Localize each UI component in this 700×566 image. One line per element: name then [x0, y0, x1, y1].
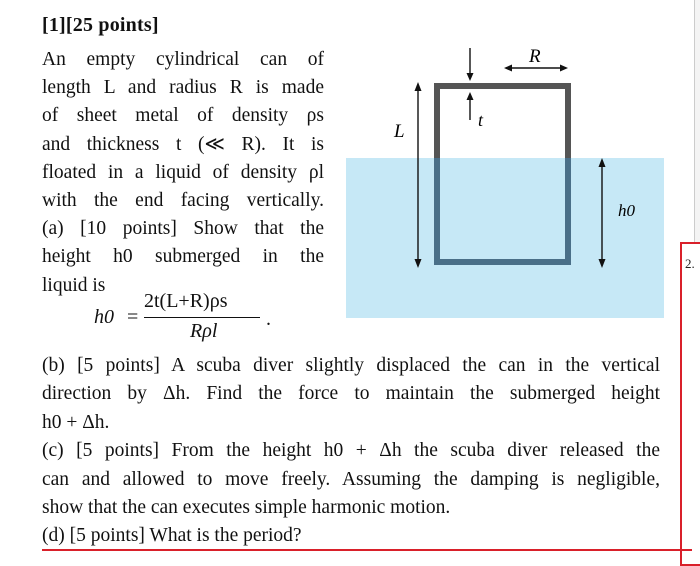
equation-lhs: h0: [94, 306, 114, 328]
problem-statement: [42, 46, 324, 300]
statement-line: length L and radius R is made: [42, 77, 324, 99]
part-d-line: (d) [5 points] What is the period?: [42, 525, 302, 547]
label-radius: R: [529, 46, 541, 67]
statement-line: and thickness t (≪ R). It is: [42, 133, 324, 155]
equation-denominator: Rρl: [190, 320, 218, 342]
answer-box-border: [42, 549, 692, 551]
fraction-bar: [144, 317, 260, 318]
problem-parts: [42, 352, 660, 551]
part-c-line: (c) [5 points] From the height h0 + Δh the scuba diver released the: [42, 440, 660, 462]
equation-numerator: 2t(L+R)ρs: [144, 290, 228, 312]
part-a-line: height h0 submerged in the: [42, 246, 324, 268]
part-b-line: (b) [5 points] A scuba diver slightly displaced the can in the vertical: [42, 355, 660, 376]
label-thickness: t: [478, 110, 484, 130]
answer-box[interactable]: [680, 242, 700, 566]
equation-period: .: [266, 308, 271, 330]
liquid-region: [346, 158, 664, 318]
can-diagram: [340, 40, 670, 330]
answer-snippet: 2.: [685, 256, 695, 271]
equation-equals: =: [127, 306, 139, 328]
problem-heading: [1][25 points]: [42, 14, 159, 36]
label-length: L: [394, 121, 405, 142]
statement-line: An empty cylindrical can of: [42, 49, 324, 70]
part-b-line: direction by Δh. Find the force to maintain the submerged height: [42, 383, 660, 405]
part-a-line: liquid is: [42, 274, 106, 296]
label-h0: h0: [618, 201, 635, 220]
statement-line: with the end facing vertically.: [42, 190, 324, 212]
statement-line: floated in a liquid of density ρl: [42, 161, 324, 183]
part-c-line: can and allowed to move freely. Assuming the damping is negligible,: [42, 468, 660, 490]
part-c-line: show that the can executes simple harmonic motion.: [42, 497, 451, 519]
statement-line: of sheet metal of density ρs: [42, 105, 324, 127]
part-b-line: h0 + Δh.: [42, 411, 110, 433]
part-a-line: (a) [10 points] Show that the: [42, 218, 324, 240]
can-outline-upper: [437, 86, 568, 158]
